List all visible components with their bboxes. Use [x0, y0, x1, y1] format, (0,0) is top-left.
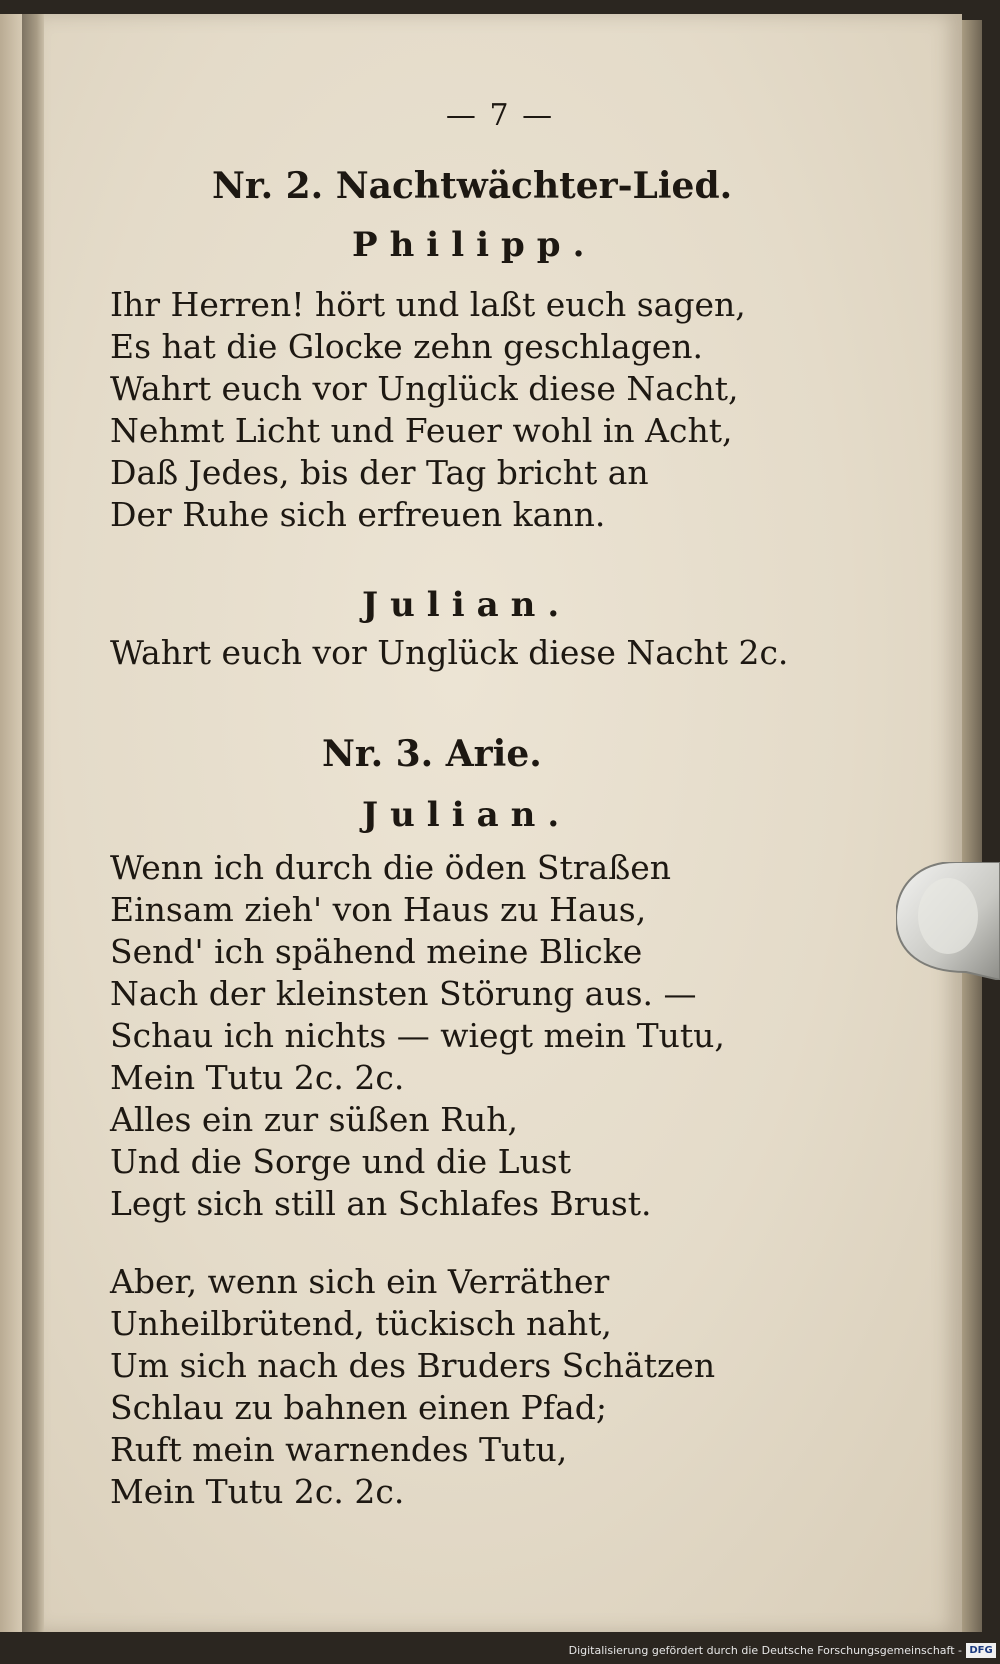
verse-line: Der Ruhe sich erfreuen kann. [110, 495, 606, 534]
facing-page-edge [0, 14, 22, 1632]
verse-line: Daß Jedes, bis der Tag bricht an [110, 453, 649, 492]
verse-line: Nach der kleinsten Störung aus. — [110, 974, 697, 1013]
page-number: — 7 — [445, 98, 555, 133]
speaker-name: Julian. [362, 585, 572, 625]
verse-line: Alles ein zur süßen Ruh, [110, 1100, 518, 1139]
verse-line: Schau ich nichts — wiegt mein Tutu, [110, 1016, 725, 1055]
song-heading: Nr. 3. Arie. [322, 733, 542, 775]
verse-line: Mein Tutu 2c. 2c. [110, 1472, 405, 1511]
verse-line: Aber, wenn sich ein Verräther [110, 1262, 610, 1301]
verse-line: Ihr Herren! hört und laßt euch sagen, [110, 285, 746, 324]
speaker-name: Julian. [362, 795, 572, 835]
verse-line: Einsam zieh' von Haus zu Haus, [110, 890, 647, 929]
verse-line: Und die Sorge und die Lust [110, 1142, 571, 1181]
page-edge [962, 20, 982, 1632]
dfg-logo: DFG [966, 1643, 996, 1658]
verse-line: Nehmt Licht und Feuer wohl in Acht, [110, 411, 733, 450]
verse-line: Wahrt euch vor Unglück diese Nacht, [110, 369, 739, 408]
verse-line: Ruft mein warnendes Tutu, [110, 1430, 568, 1469]
page-clip [896, 862, 1000, 980]
verse-line: Um sich nach des Bruders Schätzen [110, 1346, 716, 1385]
verse-line: Wahrt euch vor Unglück diese Nacht 2c. [110, 633, 789, 672]
verse-line: Mein Tutu 2c. 2c. [110, 1058, 405, 1097]
speaker-name: Philipp. [352, 225, 597, 265]
book-gutter [22, 14, 46, 1632]
verse-line: Unheilbrütend, tückisch naht, [110, 1304, 612, 1343]
digitization-credit: Digitalisierung gefördert durch die Deutsche Forschungsgemeinschaft - [568, 1644, 962, 1657]
verse-line: Es hat die Glocke zehn geschlagen. [110, 327, 704, 366]
verse-line: Schlau zu bahnen einen Pfad; [110, 1388, 607, 1427]
verse-line: Legt sich still an Schlafes Brust. [110, 1184, 652, 1223]
verse-line: Send' ich spähend meine Blicke [110, 932, 643, 971]
song-heading: Nr. 2. Nachtwächter-Lied. [212, 165, 733, 207]
verse-line: Wenn ich durch die öden Straßen [110, 848, 672, 887]
